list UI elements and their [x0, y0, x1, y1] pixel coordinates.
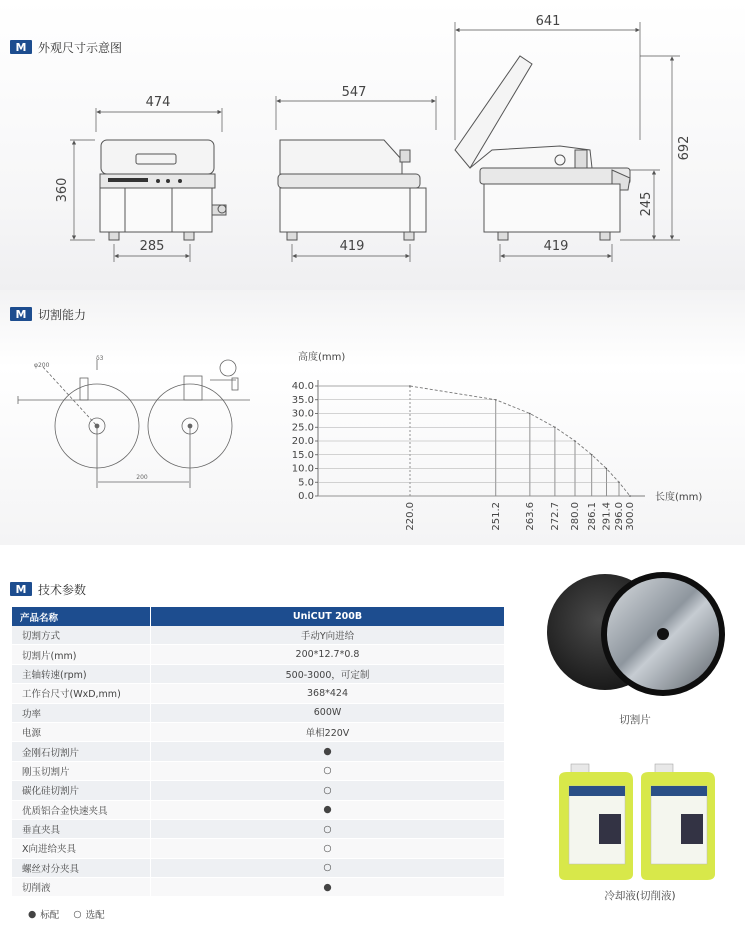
spec-row-label: 切削液 — [12, 878, 151, 897]
spec-header-row — [12, 607, 504, 626]
spec-row — [12, 645, 504, 664]
brand-logo-icon: M — [10, 40, 32, 54]
cutting-capacity-chart — [280, 340, 720, 545]
cutting-title: 切割能力 — [38, 307, 87, 322]
spec-row-value: ● — [151, 742, 505, 761]
spec-row — [12, 800, 504, 819]
coolant-caption: 冷却液(切削液) — [604, 890, 676, 902]
spec-row-value: 手动Y向进给 — [151, 626, 505, 645]
chart-x-tick-label: 263.6 — [524, 502, 536, 531]
spec-row-label: 螺丝对分夹具 — [12, 858, 151, 877]
spec-row-label: 金刚石切割片 — [12, 742, 151, 761]
spec-row-value: 单相220V — [151, 722, 505, 741]
spec-row-value: 500-3000，可定制 — [151, 664, 505, 683]
specs-header — [10, 580, 86, 598]
travel-length-label: 200 — [136, 474, 148, 481]
spec-row — [12, 761, 504, 780]
open-width-label: 641 — [535, 14, 561, 29]
legend-optional: 选配 — [85, 910, 105, 921]
spec-row-value: ○ — [151, 858, 505, 877]
chart-y-tick-label: 5.0 — [298, 477, 314, 489]
spec-header-product: 产品名称 — [12, 607, 151, 626]
spec-row — [12, 664, 504, 683]
spec-row-label: 电源 — [12, 722, 151, 741]
side-view — [276, 96, 436, 262]
dimension-drawings — [0, 0, 745, 290]
brand-logo-icon: M — [10, 307, 32, 321]
open-base-label: 419 — [543, 239, 569, 254]
side-base-label: 419 — [339, 239, 365, 254]
spec-row — [12, 626, 504, 645]
spec-row-value: ● — [151, 800, 505, 819]
spec-row — [12, 722, 504, 741]
spec-row-label: 切割方式 — [12, 626, 151, 645]
legend-optional-mark: ○ — [73, 908, 82, 920]
chart-y-tick-label: 15.0 — [291, 449, 314, 461]
chart-y-tick-label: 40.0 — [291, 381, 314, 392]
spec-row — [12, 819, 504, 838]
chart-x-tick-label: 296.0 — [614, 502, 625, 531]
front-width-label: 474 — [145, 95, 171, 110]
spec-row-label: 垂直夹具 — [12, 819, 151, 838]
chart-y-tick-label: 30.0 — [291, 408, 314, 420]
spec-row-value: ○ — [151, 761, 505, 780]
disc-diameter-label: φ200 — [34, 362, 50, 369]
spec-row-label: 刚玉切割片 — [12, 761, 151, 780]
spec-row-label: 功率 — [12, 703, 151, 722]
spec-row-label: X向进给夹具 — [12, 839, 151, 858]
blade-caption: 切割片 — [619, 714, 651, 726]
spec-row-value: 368*424 — [151, 684, 505, 703]
chart-x-tick-label: 286.1 — [586, 502, 598, 531]
spec-row-value: ○ — [151, 839, 505, 858]
chart-x-tick-label: 251.2 — [490, 502, 502, 531]
spec-row-label: 切割片(mm) — [12, 645, 151, 664]
spec-row-value: 200*12.7*0.8 — [151, 645, 505, 664]
open-table-height-label: 245 — [639, 191, 654, 217]
chart-y-label: 高度(mm) — [298, 352, 346, 363]
open-height-label: 692 — [677, 135, 692, 161]
chart-x-tick-label: 280.0 — [570, 502, 581, 531]
chart-y-tick-label: 35.0 — [291, 394, 314, 406]
coolant-bottles-image — [555, 762, 725, 882]
open-view — [455, 22, 680, 262]
spec-row-label: 碳化硅切割片 — [12, 781, 151, 800]
legend-standard: 标配 — [40, 910, 60, 921]
chart-y-tick-label: 20.0 — [291, 436, 314, 447]
chart-y-tick-label: 10.0 — [291, 463, 314, 475]
disc-thickness-label: δ3 — [96, 355, 104, 362]
spec-row — [12, 684, 504, 703]
side-width-label: 547 — [341, 85, 367, 100]
spec-row-value: 600W — [151, 703, 505, 722]
cutting-blade-image — [545, 572, 725, 702]
dimensions-title: 外观尺寸示意图 — [38, 40, 123, 55]
chart-point — [629, 495, 631, 497]
chart-y-tick-label: 25.0 — [291, 422, 314, 434]
chart-x-tick-label: 220.0 — [405, 502, 416, 531]
chart-x-tick-label: 291.4 — [601, 502, 613, 531]
spec-row-label: 工作台尺寸(WxD,mm) — [12, 684, 151, 703]
brand-logo-icon: M — [10, 582, 32, 596]
spec-row-label: 优质铝合金快速夹具 — [12, 800, 151, 819]
cutting-header — [10, 305, 86, 323]
spec-row — [12, 878, 504, 897]
chart-x-label: 长度(mm) — [655, 492, 703, 503]
spec-header-model: UniCUT 200B — [151, 607, 505, 626]
spec-row-value: ○ — [151, 819, 505, 838]
spec-row — [12, 742, 504, 761]
spec-table — [12, 607, 504, 897]
spec-row — [12, 858, 504, 877]
spec-row-value: ● — [151, 878, 505, 897]
disc-travel-diagram — [0, 340, 260, 490]
spec-row — [12, 781, 504, 800]
spec-row-label: 主轴转速(rpm) — [12, 664, 151, 683]
spec-row — [12, 703, 504, 722]
chart-y-tick-label: 0.0 — [298, 491, 314, 502]
specs-title: 技术参数 — [38, 582, 87, 597]
spec-row — [12, 839, 504, 858]
front-height-label: 360 — [55, 177, 70, 203]
chart-x-tick-label: 272.7 — [549, 502, 561, 531]
spec-legend — [28, 907, 109, 921]
legend-standard-mark: ● — [28, 908, 37, 920]
spec-row-value: ○ — [151, 781, 505, 800]
chart-x-tick-label: 300.0 — [625, 502, 636, 531]
front-base-label: 285 — [139, 239, 165, 254]
